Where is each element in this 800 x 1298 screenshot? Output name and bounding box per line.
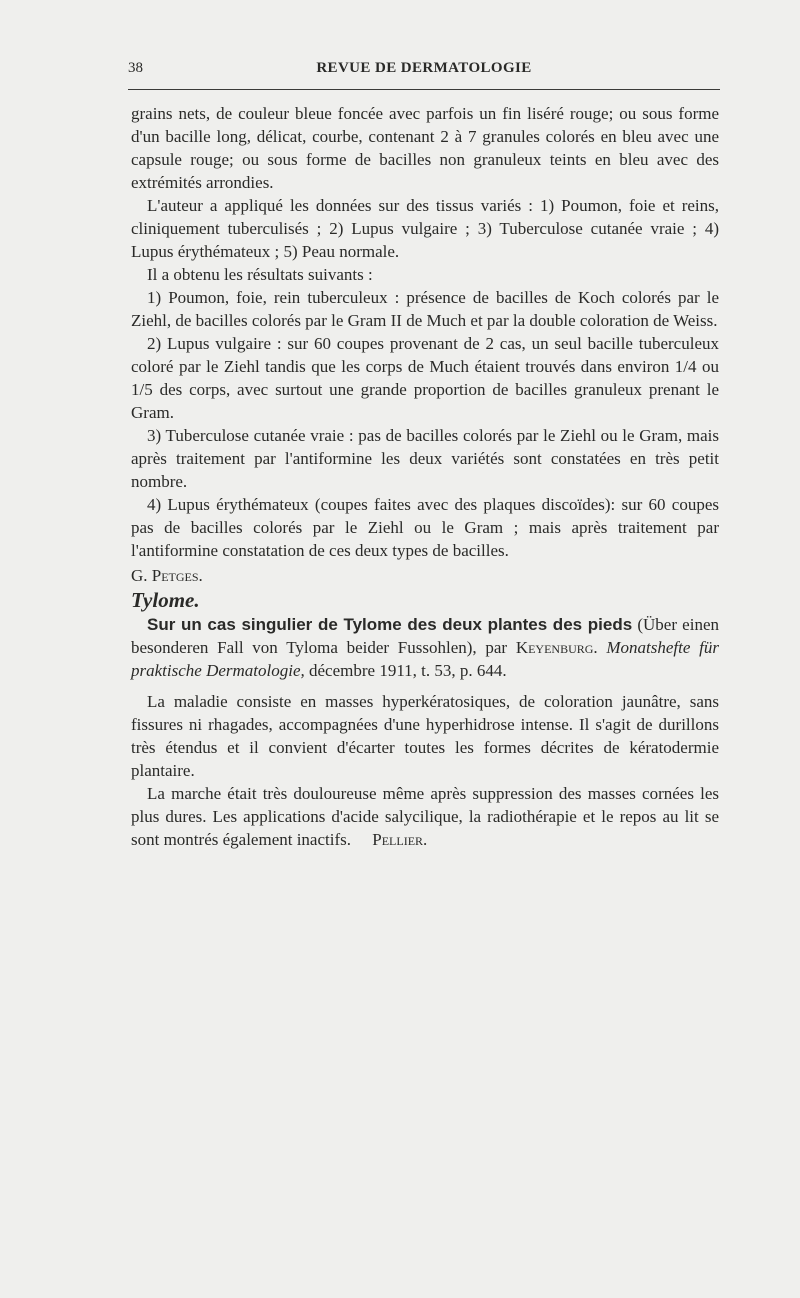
paragraph: 2) Lupus vulgaire : sur 60 coupes provenant de 2 cas, un seul bacille tuberculeux coloré par le Ziehl tandis que les corps de Much étaient trouvés dans environ 1/4 ou 1/5 des corps, avec surtout une grande proportion de bacilles granuleux prenant le Gram.	[131, 334, 719, 422]
paragraph-text: La marche était très douloureuse même après suppression des masses cornées les plus dures. Les applications d'acide salycilique, la radiothérapie et le repos au lit se sont montrés également inactifs.	[131, 784, 719, 849]
author-name: Keyenburg.	[515, 638, 598, 657]
page-header	[128, 58, 720, 80]
signature-petges: G. Petges.	[131, 566, 203, 585]
paragraph: Il a obtenu les résultats suivants :	[147, 265, 373, 284]
paragraph: L'auteur a appliqué les données sur des tissus variés : 1) Poumon, foie et reins, cliniquement tuberculisés ; 2) Lupus vulgaire ; 3) Tuberculose cutanée vraie ; 4) Lupus érythémateux ; 5) Peau normale.	[131, 196, 719, 261]
paragraph: 4) Lupus érythémateux (coupes faites avec des plaques discoïdes): sur 60 coupes pas de bacilles colorés par le Ziehl ou le Gram ; mais après traitement par l'antiformine constatation de ces deux types de bacilles.	[131, 495, 719, 560]
paragraph: grains nets, de couleur bleue foncée avec parfois un fin liséré rouge; ou sous forme d'un bacille long, délicat, courbe, contenant 2 à 7 granules colorés en bleu avec une capsule rouge; ou sous forme de bacilles non granuleux teints en bleu avec des extrémités arrondies.	[131, 104, 719, 192]
body-text	[131, 102, 719, 851]
journal-name: Monatshefte für praktische Dermatologie,	[131, 638, 719, 680]
paragraph: 3) Tuberculose cutanée vraie : pas de bacilles colorés par le Ziehl ou le Gram, mais après traitement par l'antiformine les deux variétés sont constatées en très petit nombre.	[131, 426, 719, 491]
page-number: 38	[128, 60, 143, 76]
paragraph	[131, 782, 719, 851]
signature-pellier: Pellier.	[372, 830, 428, 849]
running-title: REVUE DE DERMATOLOGIE	[316, 60, 532, 76]
reference-text: (Über einen besonderen Fall von Tyloma beider Fussohlen), par	[131, 615, 719, 657]
article-title: Sur un cas singulier de Tylome des deux plantes des pieds	[147, 615, 633, 634]
paragraph: 1) Poumon, foie, rein tuberculeux : présence de bacilles de Koch colorés par le Ziehl, de bacilles colorés par le Gram II de Much et par la double coloration de Weiss.	[131, 288, 719, 330]
reference-tail: décembre 1911, t. 53, p. 644.	[304, 661, 507, 680]
section-heading: Tylome.	[131, 588, 200, 612]
header-rule	[128, 89, 720, 90]
paragraph: La maladie consiste en masses hyperkératosiques, de coloration jaunâtre, sans fissures ni rhagades, accompagnées d'une hyperhidrose intense. Il s'agit de durillons très étendus et il convient d'écarter toutes les formes décrites de kératodermie plantaire.	[131, 692, 719, 780]
article-reference	[131, 613, 719, 682]
